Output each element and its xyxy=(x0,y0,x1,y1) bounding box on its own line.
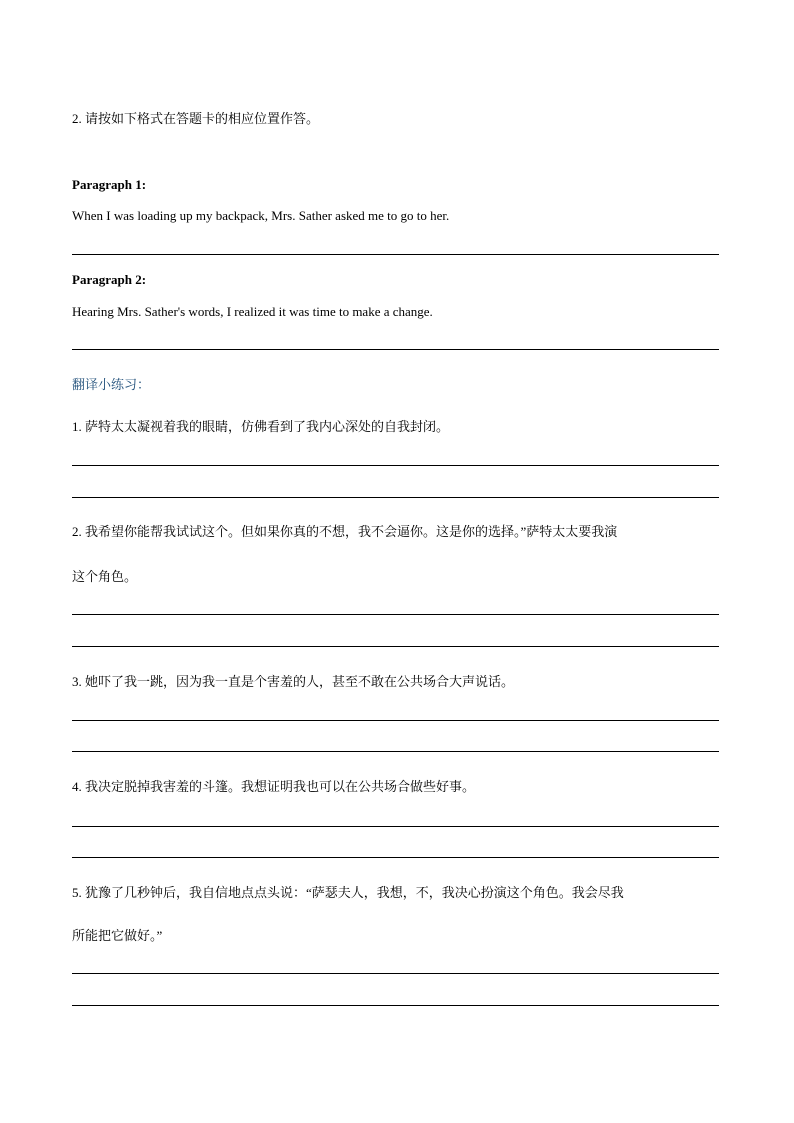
answer-line xyxy=(72,751,719,752)
item-5-text-cont: 所能把它做好。” xyxy=(72,928,163,943)
paragraph-1-label: Paragraph 1: xyxy=(72,177,147,192)
answer-line xyxy=(72,973,719,974)
answer-line xyxy=(72,614,719,615)
answer-line xyxy=(72,497,719,498)
item-4-text: 4. 我决定脱掉我害羞的斗篷。我想证明我也可以在公共场合做些好事。 xyxy=(72,779,476,794)
answer-line xyxy=(72,1005,719,1006)
item-5-text: 5. 犹豫了几秒钟后，我自信地点点头说：“萨瑟夫人，我想，不，我决心扮演这个角色。我会尽我 xyxy=(72,885,624,900)
answer-line xyxy=(72,720,719,721)
paragraph-1-text: When I was loading up my backpack, Mrs. Sather asked me to go to her. xyxy=(72,208,450,223)
item-3-text: 3. 她吓了我一跳，因为我一直是个害羞的人，甚至不敢在公共场合大声说话。 xyxy=(72,674,515,689)
exercise-title: 翻译小练习： xyxy=(72,377,151,392)
paragraph-2-label: Paragraph 2: xyxy=(72,272,147,287)
item-2-text: 2. 我希望你能帮我试试这个。但如果你真的不想，我不会逼你。这是你的选择。”萨特太太要我演 xyxy=(72,524,618,539)
item-2-text-cont: 这个角色。 xyxy=(72,569,138,584)
answer-line xyxy=(72,465,719,466)
answer-line xyxy=(72,646,719,647)
answer-line xyxy=(72,349,719,350)
answer-line xyxy=(72,826,719,827)
paragraph-2-text: Hearing Mrs. Sather's words, I realized it was time to make a change. xyxy=(72,304,433,319)
item-1-text: 1. 萨特太太凝视着我的眼睛，仿佛看到了我内心深处的自我封闭。 xyxy=(72,419,450,434)
answer-line xyxy=(72,254,719,255)
instruction: 2. 请按如下格式在答题卡的相应位置作答。 xyxy=(72,111,320,126)
answer-line xyxy=(72,857,719,858)
